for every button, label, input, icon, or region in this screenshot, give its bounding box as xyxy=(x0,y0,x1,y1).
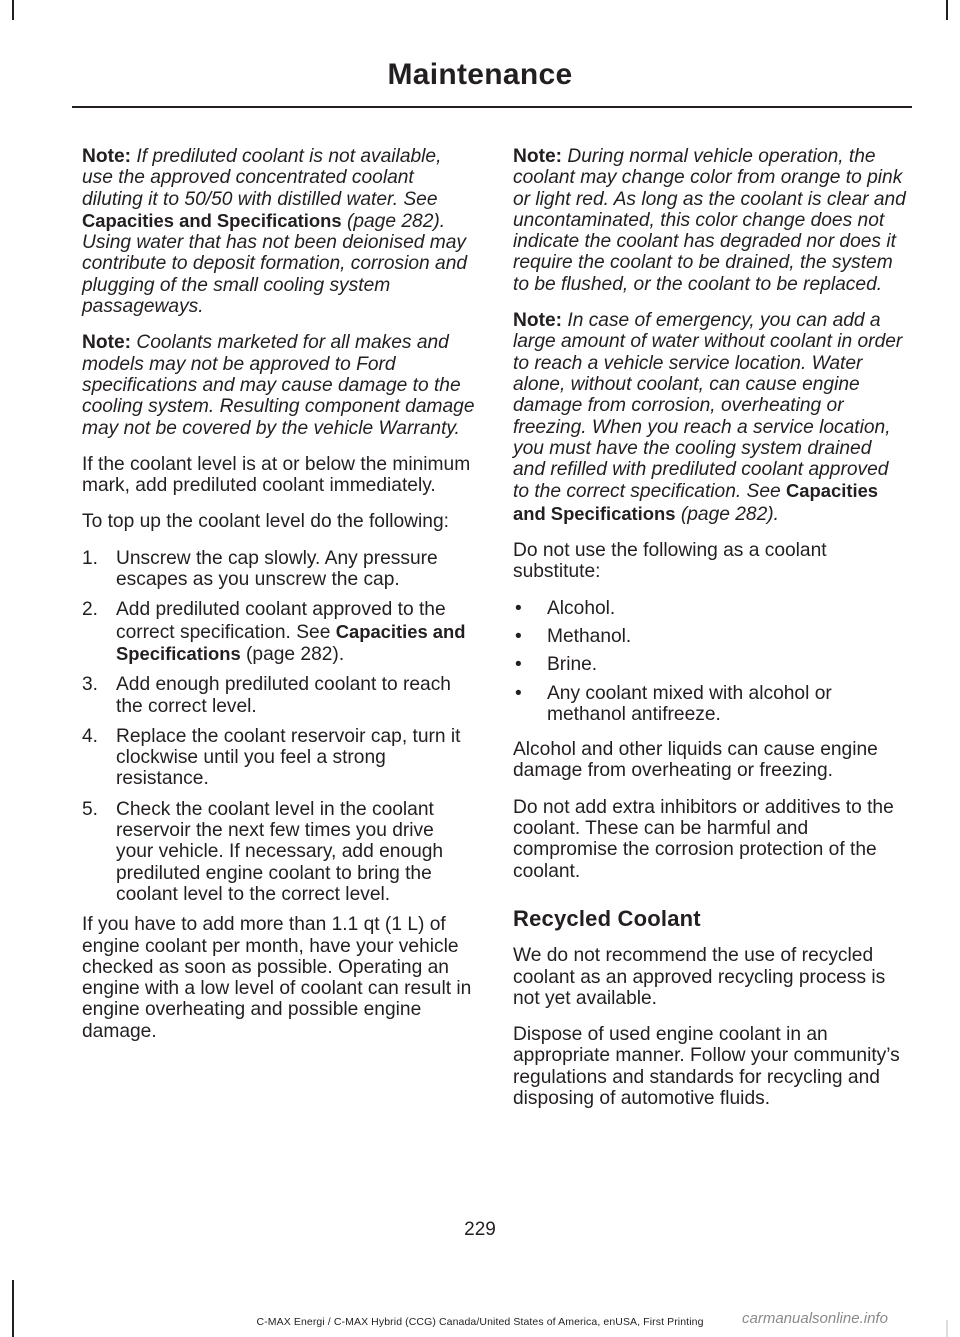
list-item xyxy=(82,599,476,665)
step-text: Replace the coolant reservoir cap, turn it clockwise until you feel a strong resistance. xyxy=(116,725,461,790)
bullet-icon: • xyxy=(515,625,522,647)
paragraph-inhibitors: Do not add extra inhibitors or additives to the coolant. These can be harmful and compromise the corrosion protection of the coolant. xyxy=(513,796,894,882)
step-number: 3. xyxy=(82,674,99,696)
note-label: Note: xyxy=(513,310,563,332)
right-column xyxy=(513,146,907,1124)
note-coolant-color xyxy=(513,146,907,295)
note-text: If prediluted coolant is not available, use the approved concentrated coolant diluting it to 50/50 with distilled water. See xyxy=(82,146,442,210)
list-item xyxy=(513,598,907,619)
list-item xyxy=(513,626,907,647)
left-column xyxy=(82,146,476,1057)
xref-page: (page 282) xyxy=(675,503,774,525)
crop-mark xyxy=(12,0,14,20)
step-text: Check the coolant level in the coolant reservoir the next few times you drive your vehicle. If necessary, add enough prediluted engine coolant to bring the coolant level to the correct level. xyxy=(116,798,444,905)
step-number: 1. xyxy=(82,547,99,569)
list-item xyxy=(82,726,476,790)
list-item xyxy=(82,799,476,905)
bullet-text: Brine. xyxy=(547,654,598,676)
xref-capacities-link[interactable]: Capacities and Specifications xyxy=(513,480,879,524)
bullet-icon: • xyxy=(515,682,522,704)
step-text: . xyxy=(338,643,345,665)
note-emergency-water xyxy=(513,310,907,525)
xref-capacities-link[interactable]: Capacities and Specifications xyxy=(82,209,342,231)
substitute-list xyxy=(513,598,907,725)
step-number: 2. xyxy=(82,599,99,621)
step-text: Add enough prediluted coolant to reach the correct level. xyxy=(116,674,451,717)
list-item xyxy=(82,548,476,591)
crop-mark xyxy=(946,0,948,20)
step-text: Unscrew the cap slowly. Any pressure escapes as you unscrew the cap. xyxy=(116,547,438,591)
paragraph-substitute-intro: Do not use the following as a coolant substitute: xyxy=(513,540,827,583)
bullet-icon: • xyxy=(515,597,522,619)
bullet-text: Alcohol. xyxy=(547,597,616,619)
note-diluted-coolant xyxy=(82,146,476,317)
note-coolant-approval xyxy=(82,332,476,438)
paragraph-liquids-damage: Alcohol and other liquids can cause engine damage from overheating or freezing. xyxy=(513,739,878,782)
note-label: Note: xyxy=(82,146,132,167)
list-item xyxy=(82,674,476,717)
header-divider xyxy=(72,106,912,108)
note-text: During normal vehicle operation, the coolant may change color from orange to pink or light red. As long as the coolant is clear and uncontaminated, this color change does not indicate the coolant has degraded nor does it require the coolant to be drained, the system to be flushed, or the coolant to be replaced. xyxy=(513,146,906,295)
xref-page: (page 282) xyxy=(341,210,440,232)
note-text: Coolants marketed for all makes and models may not be approved to Ford specifications and may cause damage to the cooling system. Resulting component damage may not be covered by the vehicle Warranty. xyxy=(82,332,475,439)
footer-publication-info: C-MAX Energi / C-MAX Hybrid (CCG) Canada/United States of America, enUSA, First Printing xyxy=(256,1316,704,1328)
note-label: Note: xyxy=(513,146,563,167)
section-heading-recycled-coolant: Recycled Coolant xyxy=(513,905,701,931)
paragraph-minimum-level: If the coolant level is at or below the minimum mark, add prediluted coolant immediately. xyxy=(82,453,471,497)
note-label: Note: xyxy=(82,332,132,354)
bullet-text: Methanol. xyxy=(547,625,632,647)
bullet-icon: • xyxy=(515,654,522,676)
page-title: Maintenance xyxy=(387,58,573,91)
paragraph-dispose: Dispose of used engine coolant in an appropriate manner. Follow your community’s regulations and standards for recycling and disposing of automotive fluids. xyxy=(513,1024,900,1109)
watermark: carmanualsonline.info xyxy=(742,1301,956,1337)
top-up-steps xyxy=(82,548,476,905)
list-item xyxy=(513,654,907,675)
step-text: Add prediluted coolant approved to the correct specification. See xyxy=(116,599,446,643)
note-text: . Using water that has not been deionised may contribute to deposit formation, corrosion and plugging of the small cooling system passageways. xyxy=(82,210,468,318)
list-item xyxy=(513,683,907,726)
note-text: . xyxy=(773,503,779,525)
paragraph-monthly-usage: If you have to add more than 1.1 qt (1 L) of engine coolant per month, have your vehicle checked as soon as possible. Operating an engine with a low level of coolant can result in engine overheating and possible engine damage. xyxy=(82,914,472,1042)
xref-page: (page 282) xyxy=(240,643,339,665)
paragraph-recycled: We do not recommend the use of recycled coolant as an approved recycling process is not yet available. xyxy=(513,945,886,1009)
step-number: 5. xyxy=(82,798,99,820)
xref-capacities-link[interactable]: Capacities and Specifications xyxy=(116,620,466,664)
step-number: 4. xyxy=(82,725,99,747)
crop-mark xyxy=(12,1280,14,1337)
page-number: 229 xyxy=(464,1219,496,1240)
bullet-text: Any coolant mixed with alcohol or methanol antifreeze. xyxy=(547,682,832,725)
note-text: In case of emergency, you can add a large amount of water without coolant in order to reach a vehicle service location. Water alone, without coolant, can cause engine damage from corrosion, overheating or freezing. When you reach a service location, you must have the cooling system drained and refilled with prediluted coolant approved to the correct specification. See xyxy=(513,310,903,503)
paragraph-top-up-intro: To top up the coolant level do the following: xyxy=(82,511,449,533)
